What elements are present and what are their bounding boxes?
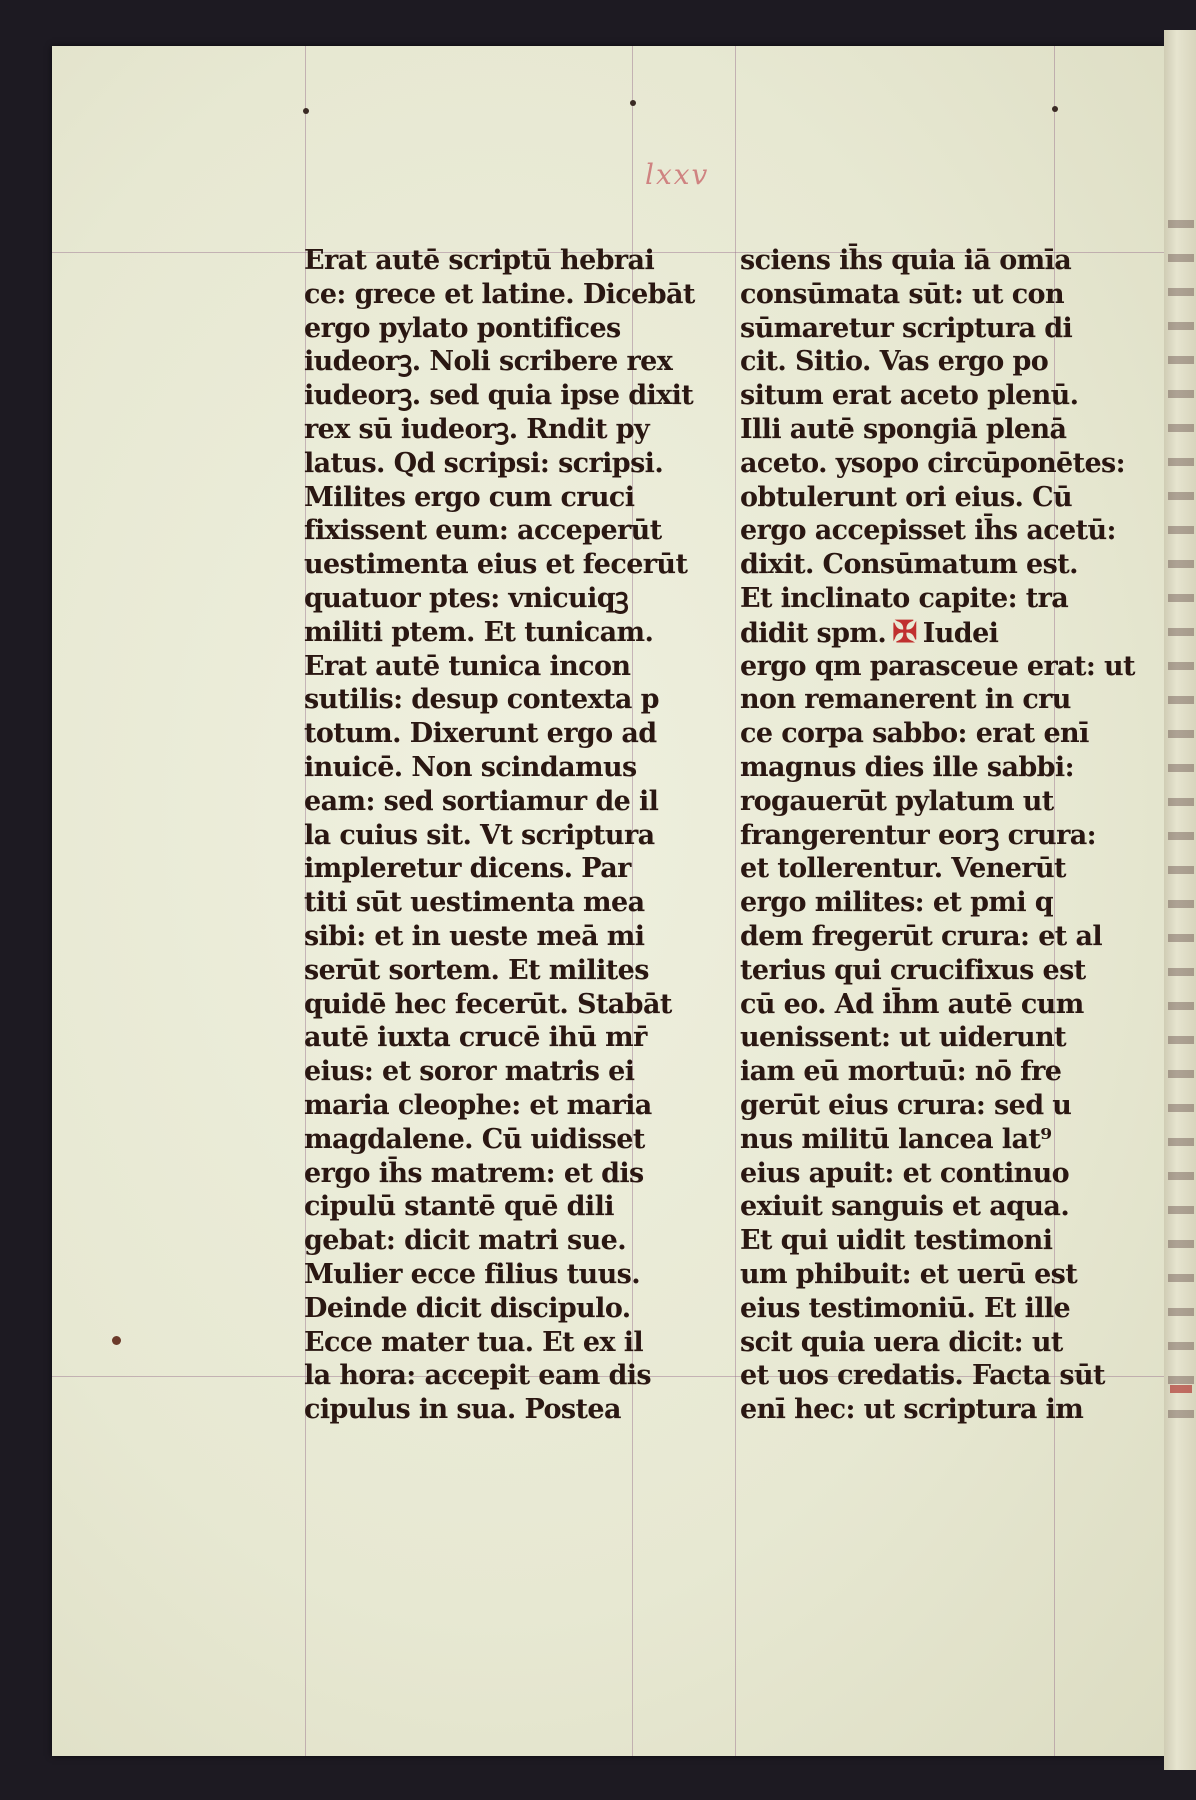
text-column-left xyxy=(304,244,695,1427)
line-text: Erat autē tunica incon xyxy=(304,650,631,682)
text-line xyxy=(304,1224,664,1258)
line-text: eius apuit: et continuo xyxy=(740,1157,1070,1189)
text-line xyxy=(304,1021,664,1055)
line-text: sciens ih̄s quia iā omīa xyxy=(740,245,1072,276)
line-text: ce corpa sabbo: erat enī xyxy=(740,718,1089,750)
text-line xyxy=(740,244,1075,278)
text-line xyxy=(740,413,1075,447)
line-text: titi sūt uestimenta mea xyxy=(304,887,645,919)
line-text: nus militū lancea lat⁹ xyxy=(740,1123,1052,1155)
text-line xyxy=(304,548,688,582)
line-text: exiuit sanguis et aqua. xyxy=(740,1191,1070,1223)
line-text: Milites ergo cum cruci xyxy=(304,481,635,513)
text-line xyxy=(304,954,664,988)
line-text: totum. Dixerunt ergo ad xyxy=(304,718,657,750)
text-line xyxy=(740,447,1126,481)
text-line xyxy=(740,650,1135,684)
text-line xyxy=(304,1157,664,1191)
text-line xyxy=(740,1258,1078,1292)
text-line xyxy=(304,1190,664,1224)
text-line xyxy=(740,1326,1075,1360)
text-line xyxy=(740,1190,1075,1224)
text-line xyxy=(740,1055,1075,1089)
line-text: cū eo. Ad ih̄m autē cum xyxy=(740,988,1084,1020)
text-line xyxy=(304,717,664,751)
text-line xyxy=(304,616,664,650)
text-line xyxy=(740,920,1103,954)
line-text: ergo milites: et pmi q xyxy=(740,887,1054,919)
text-column-right xyxy=(740,244,1135,1427)
pricking-mark xyxy=(630,100,636,106)
text-line xyxy=(304,345,673,379)
text-line xyxy=(740,886,1075,920)
text-line xyxy=(304,852,664,886)
text-line xyxy=(740,751,1075,785)
text-line xyxy=(740,278,1075,312)
line-text: uestimenta eius et fecerūt xyxy=(304,549,688,581)
text-line xyxy=(304,751,664,785)
ink-stain xyxy=(112,1336,121,1345)
text-line xyxy=(304,683,664,717)
text-line xyxy=(740,819,1096,853)
line-text: eius testimoniū. Et ille xyxy=(740,1292,1071,1324)
text-line xyxy=(740,683,1075,717)
text-line xyxy=(304,1055,664,1089)
line-text: gerūt eius crura: sed u xyxy=(740,1089,1072,1121)
text-line xyxy=(304,988,672,1022)
text-line xyxy=(304,886,664,920)
line-text: magnus dies ille sabbi: xyxy=(740,751,1074,783)
pricking-mark xyxy=(303,108,309,114)
text-line xyxy=(304,1326,664,1360)
text-line xyxy=(740,988,1084,1022)
line-text: et uos credatis. Facta sūt xyxy=(740,1360,1105,1392)
text-line xyxy=(740,312,1075,346)
text-line xyxy=(304,312,664,346)
line-text-tail: Iudei xyxy=(922,617,999,649)
line-text: cipulus in sua. Postea xyxy=(304,1394,621,1426)
line-text: Ecce mater tua. Et ex il xyxy=(304,1326,644,1358)
line-text: cit. Sitio. Vas ergo po xyxy=(740,346,1049,378)
text-line xyxy=(304,650,664,684)
text-line xyxy=(740,582,1075,616)
line-text: didit spm. xyxy=(740,617,887,649)
line-text: consūmata sūt: ut con xyxy=(740,278,1064,310)
text-line xyxy=(740,616,1075,650)
text-line xyxy=(304,1258,664,1292)
next-leaf-rubric xyxy=(1170,1385,1192,1393)
line-text: inuicē. Non scindamus xyxy=(304,751,637,783)
line-text: Mulier ecce filius tuus. xyxy=(304,1258,641,1290)
line-text: maria cleophe: et maria xyxy=(304,1089,652,1121)
line-text: um phibuit: et uerū est xyxy=(740,1258,1078,1290)
text-line xyxy=(304,920,664,954)
text-line xyxy=(740,1292,1075,1326)
text-line xyxy=(304,1292,664,1326)
line-text: serūt sortem. Et milites xyxy=(304,954,649,986)
text-line xyxy=(740,1089,1075,1123)
line-text: Et inclinato capite: tra xyxy=(740,582,1069,614)
line-text: ergo pylato pontifices xyxy=(304,312,621,344)
text-line xyxy=(740,481,1075,515)
line-text: ce: grece et latine. Dicebāt xyxy=(304,278,695,310)
line-text: sūmaretur scriptura di xyxy=(740,312,1073,344)
line-text: ergo accepisset ih̄s acetū: xyxy=(740,515,1116,547)
text-line xyxy=(304,413,664,447)
text-line xyxy=(740,852,1075,886)
line-text: iudeorꝫ. sed quia ipse dixit xyxy=(304,380,694,412)
text-line xyxy=(740,1123,1075,1157)
text-line xyxy=(740,1224,1075,1258)
line-text: rogauerūt pylatum ut xyxy=(740,785,1054,817)
line-text: cipulū stantē quē dili xyxy=(304,1191,614,1223)
line-text: uenissent: ut uiderunt xyxy=(740,1022,1066,1054)
line-text: militi ptem. Et tunicam. xyxy=(304,616,654,648)
folio-number: lxxv xyxy=(645,158,710,191)
ruling-line-vertical xyxy=(735,46,736,1756)
text-line xyxy=(740,1393,1084,1427)
line-text: la hora: accepit eam dis xyxy=(304,1360,652,1392)
text-line xyxy=(740,514,1116,548)
line-text: non remanerent in cru xyxy=(740,684,1071,716)
line-text: ergo qm parasceue erat: ut xyxy=(740,650,1135,682)
line-text: iam eū mortuū: nō fre xyxy=(740,1056,1062,1088)
line-text: ergo ih̄s matrem: et dis xyxy=(304,1157,644,1189)
line-text: autē iuxta crucē ihū mr̄ xyxy=(304,1022,647,1054)
line-text: sutilis: desup contexta p xyxy=(304,684,659,716)
text-line xyxy=(304,278,695,312)
line-text: terius qui crucifixus est xyxy=(740,954,1086,986)
line-text: dem fregerūt crura: et al xyxy=(740,920,1103,952)
line-text: obtulerunt ori eius. Cū xyxy=(740,481,1073,513)
line-text: impleretur dicens. Par xyxy=(304,853,631,885)
line-text: gebat: dicit matri sue. xyxy=(304,1225,626,1257)
line-text: magdalene. Cū uidisset xyxy=(304,1123,645,1155)
next-leaf-text-bleed xyxy=(1168,220,1194,1420)
line-text: enī hec: ut scriptura im xyxy=(740,1394,1084,1426)
rubric-cross-icon: ✠ xyxy=(892,614,917,650)
text-line xyxy=(304,514,664,548)
line-text: Erat autē scriptū hebrai xyxy=(304,245,655,276)
line-text: aceto. ysopo circūponētes: xyxy=(740,447,1126,479)
text-line xyxy=(304,481,664,515)
line-text: Et qui uidit testimoni xyxy=(740,1225,1053,1257)
text-line xyxy=(304,1359,664,1393)
line-text: iudeorꝫ. Noli scribere rex xyxy=(304,346,673,378)
text-line xyxy=(740,1157,1075,1191)
line-text: quatuor ptes: vnicuiqꝫ xyxy=(304,582,629,614)
line-text: Deinde dicit discipulo. xyxy=(304,1292,631,1324)
line-text: la cuius sit. Vt scriptura xyxy=(304,819,655,851)
line-text: sibi: et in ueste meā mi xyxy=(304,920,645,952)
text-line xyxy=(304,1089,664,1123)
text-line xyxy=(304,1393,664,1427)
text-line xyxy=(304,447,664,481)
text-line xyxy=(740,345,1075,379)
text-line xyxy=(304,785,664,819)
line-text: quidē hec fecerūt. Stabāt xyxy=(304,988,672,1020)
line-text: fixissent eum: acceperūt xyxy=(304,515,662,547)
line-text: situm erat aceto plenū. xyxy=(740,380,1079,412)
text-line xyxy=(740,379,1079,413)
text-line xyxy=(304,379,694,413)
text-line xyxy=(740,954,1086,988)
text-line xyxy=(304,244,664,278)
text-line xyxy=(740,548,1078,582)
line-text: dixit. Consūmatum est. xyxy=(740,549,1078,581)
pricking-mark xyxy=(1052,106,1058,112)
line-text: Illi autē spongiā plenā xyxy=(740,413,1067,445)
text-line xyxy=(740,717,1089,751)
text-line xyxy=(740,1021,1075,1055)
line-text: latus. Qd scripsi: scripsi. xyxy=(304,447,664,479)
line-text: frangerentur eorꝫ crura: xyxy=(740,819,1096,851)
text-line xyxy=(304,819,664,853)
text-line xyxy=(740,1359,1105,1393)
line-text: scit quia uera dicit: ut xyxy=(740,1326,1063,1358)
text-line xyxy=(304,1123,664,1157)
line-text: eius: et soror matris ei xyxy=(304,1056,635,1088)
line-text: rex sū iudeorꝫ. Rndit py xyxy=(304,413,650,445)
line-text: et tollerentur. Venerūt xyxy=(740,853,1066,885)
text-line xyxy=(304,582,664,616)
line-text: eam: sed sortiamur de il xyxy=(304,785,659,817)
text-line xyxy=(740,785,1075,819)
